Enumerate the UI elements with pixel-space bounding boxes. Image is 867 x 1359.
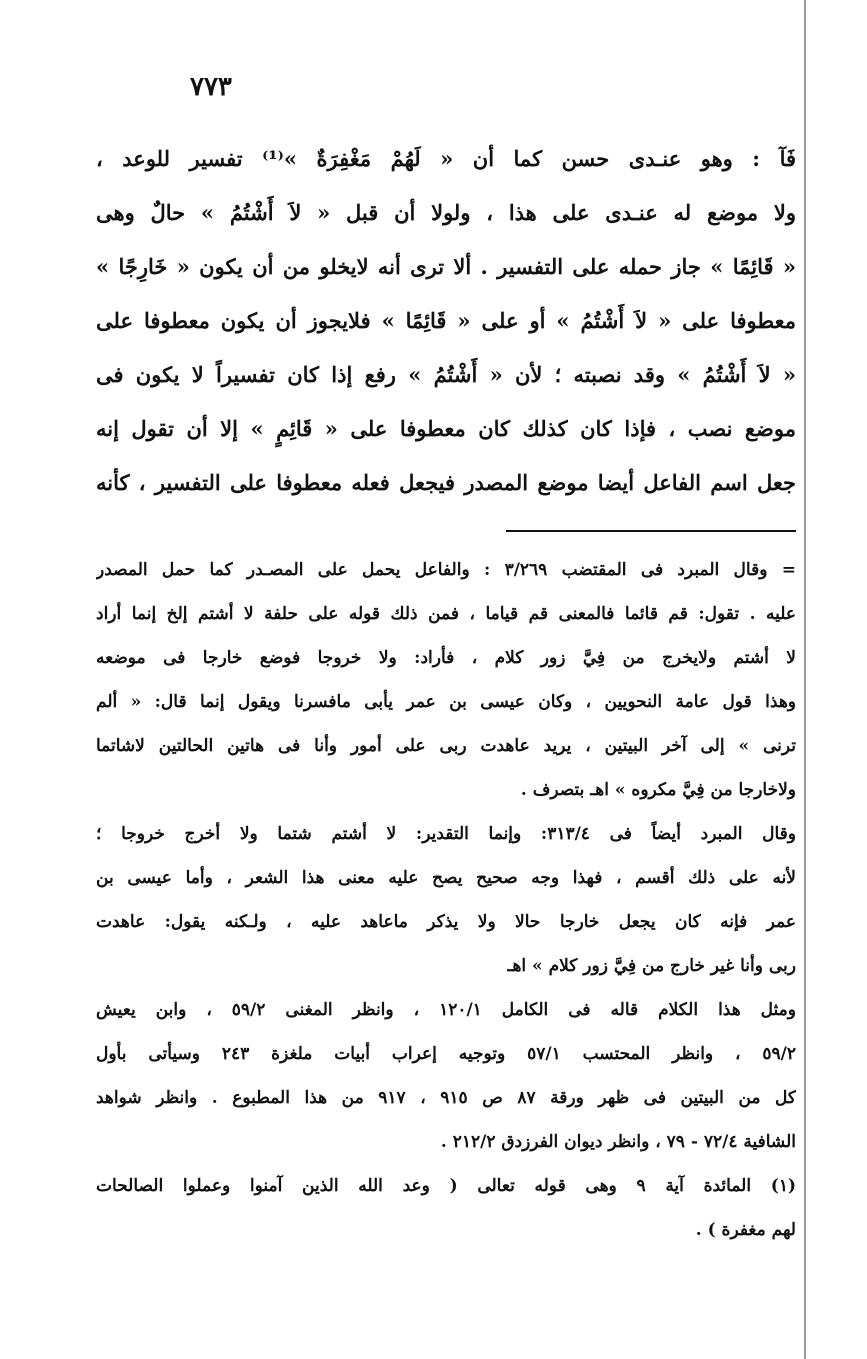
footnote-divider: [506, 530, 796, 532]
main-text-line: ولا موضع له عنـدى على هذا ، ولولا أن قبل « لاَ أَشْتُمُ » حالٌ وهى: [96, 200, 796, 225]
footnote-line: ومثل هذا الكلام قاله فى الكامل ١٢٠/١ ، وانظر المغنى ٥٩/٢ ، وابن يعيش: [96, 1000, 796, 1020]
footnotes-block: [96, 548, 796, 1252]
footnote-line: وهذا قول عامة النحويين ، وكان عيسى بن عمر يأبى مافسرنا ويقول إنما قال: « ألم: [96, 692, 796, 712]
main-text-line: فَآ : وهو عنـدى حسن كما أن « لَهُمْ مَغْفِرَةٌ »⁽¹⁾ تفسير للوعد ،: [96, 146, 796, 171]
footnote-line: عمر فإنه كان يجعل خارجا حالا ولا يذكر ماعاهد عليه ، ولـكنه يقول: عاهدت: [96, 912, 796, 932]
page-number: ٧٧٣: [190, 72, 232, 102]
footnote-line: كل من البيتين فى ظهر ورقة ٨٧ ص ٩١٥ ، ٩١٧ من هذا المطبوع . وانظر شواهد: [96, 1088, 796, 1108]
page-edge-rule: [804, 0, 806, 1359]
main-text-block: [96, 132, 796, 510]
footnote-line: ولاخارجا من فِيَّ مكروه » اهـ بتصرف .: [520, 780, 796, 800]
footnote-line: لا أشتم ولايخرج من فِيَّ زور كلام ، فأراد: ولا خروجا فوضع خارجا فى موضعه: [96, 648, 796, 668]
footnote-line: = وقال المبرد فى المقتضب ٣/٢٦٩ : والفاعل يحمل على المصـدر كما حمل المصدر: [96, 560, 796, 580]
main-text-line: معطوفا على « لاَ أَشْتُمُ » أو على « قَائِمًا » فلايجوز أن يكون معطوفا على: [96, 308, 796, 333]
footnote-line: (١) المائدة آية ٩ وهى قوله تعالى ( وعد الله الذين آمنوا وعملوا الصالحات: [96, 1176, 796, 1196]
footnote-line: وقال المبرد أيضاً فى ٣١٣/٤: وإنما التقدير: لا أشتم شتما ولا أخرج خروجا ؛: [96, 824, 796, 844]
footnote-line: ٥٩/٢ ، وانظر المحتسب ٥٧/١ وتوجيه إعراب أبيات ملغزة ٢٤٣ وسيأتى بأول: [96, 1044, 796, 1064]
main-text-line: « لاَ أَشْتُمُ » وقد نصبته ؛ لأن « أَشْتُمُ » رفع إذا كان تفسيراً لا يكون فى: [96, 362, 796, 387]
main-text-line: « قَائِمًا » جاز حمله على التفسير . ألا ترى أنه لايخلو من أن يكون « خَارِجًا »: [96, 254, 796, 279]
footnote-line: لهم مغفرة ) .: [695, 1220, 796, 1240]
footnote-line: ربى وأنا غير خارج من فِيَّ زور كلام » اهـ: [507, 956, 796, 976]
footnote-line: لأنه على ذلك أقسم ، فهذا وجه صحيح يصح عليه معنى هذا الشعر ، وأما عيسى بن: [96, 868, 796, 888]
footnote-line: الشافية ٧٢/٤ - ٧٩ ، وانظر ديوان الفرزدق ٢١٢/٢ .: [440, 1132, 796, 1152]
footnote-line: ترنى » إلى آخر البيتين ، يريد عاهدت ربى على أمور وأنا فى هاتين الحالتين لاشاتما: [96, 736, 796, 756]
main-text-line: جعل اسم الفاعل أيضا موضع المصدر فيجعل فعله معطوفا على التفسير ، كأنه: [96, 470, 796, 495]
main-text-line: موضع نصب ، فإذا كان كذلك كان معطوفا على « قَائِمٍ » إلا أن تقول إنه: [96, 416, 796, 441]
footnote-line: عليه . تقول: قم قائما فالمعنى قم قياما ، فمن ذلك قوله على حلفة لا أشتم إلخ إنما أراد: [96, 604, 796, 624]
